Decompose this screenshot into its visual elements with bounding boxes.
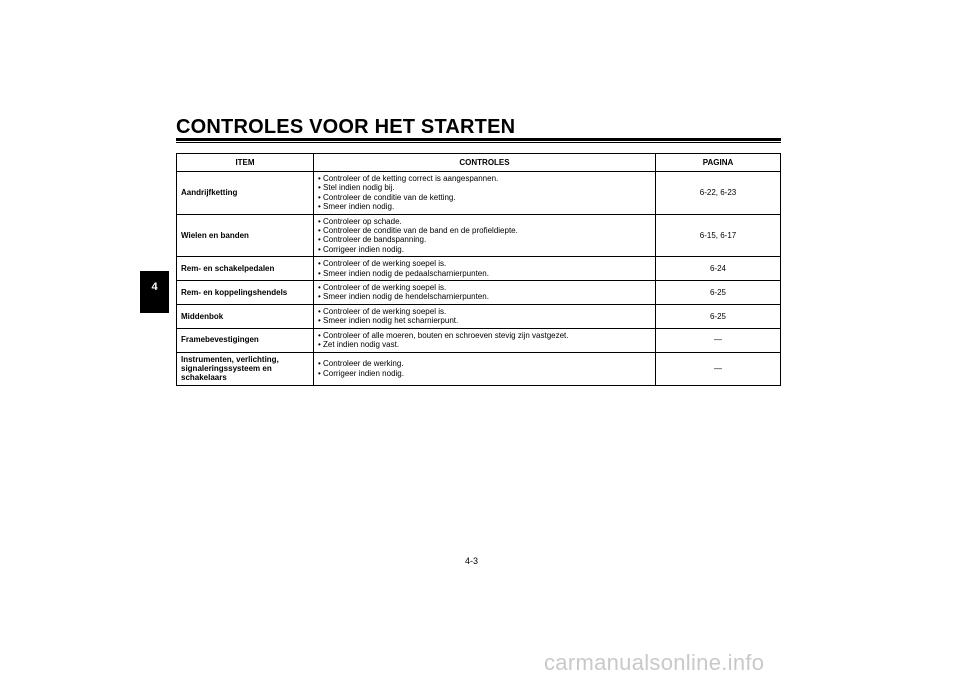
header-item: ITEM (177, 154, 314, 172)
check-item (318, 316, 651, 325)
controles-cell (314, 352, 656, 385)
check-text: Stel indien nodig bij. (323, 183, 395, 193)
item-cell: Wielen en banden (177, 214, 314, 257)
check-text: Smeer indien nodig het scharnierpunt. (323, 316, 459, 326)
pagina-cell: 6-25 (656, 304, 781, 328)
check-text: Corrigeer indien nodig. (323, 368, 404, 378)
table-row (177, 172, 781, 215)
check-text: Controleer of de werking soepel is. (323, 306, 447, 316)
check-item (318, 369, 651, 378)
check-text: Corrigeer indien nodig. (323, 244, 404, 254)
pagina-cell: — (656, 328, 781, 352)
controles-cell (314, 281, 656, 305)
check-item (318, 245, 651, 254)
table-row (177, 328, 781, 352)
chapter-tab: 4 (140, 271, 169, 313)
check-item (318, 183, 651, 192)
check-item (318, 202, 651, 211)
watermark: carmanualsonline.info (544, 650, 765, 675)
bullet-icon: • (318, 192, 324, 202)
table-row (177, 281, 781, 305)
bullet-icon: • (318, 292, 324, 302)
check-text: Controleer of de werking soepel is. (323, 283, 447, 293)
check-item (318, 226, 651, 235)
item-cell: Framebevestigingen (177, 328, 314, 352)
pagina-cell: 6-15, 6-17 (656, 214, 781, 257)
bullet-icon: • (318, 259, 324, 269)
check-item (318, 269, 651, 278)
check-text: Controleer de werking. (323, 359, 404, 369)
bullet-icon: • (318, 340, 324, 350)
bullet-icon: • (318, 183, 324, 193)
check-text: Smeer indien nodig de pedaalscharnierpunten. (323, 268, 489, 278)
bullet-icon: • (318, 226, 324, 236)
pagina-cell: 6-25 (656, 281, 781, 305)
check-item (318, 283, 651, 292)
controles-cell (314, 257, 656, 281)
table-header-row (177, 154, 781, 172)
bullet-icon: • (318, 235, 324, 245)
bullet-icon: • (318, 359, 324, 369)
title-rule-thin (176, 142, 781, 143)
table-row (177, 257, 781, 281)
check-text: Controleer de conditie van de band en de profieldiepte. (323, 226, 518, 236)
check-item (318, 174, 651, 183)
header-controles: CONTROLES (314, 154, 656, 172)
controles-cell (314, 328, 656, 352)
table-row (177, 352, 781, 385)
bullet-icon: • (318, 306, 324, 316)
bullet-icon: • (318, 283, 324, 293)
bullet-icon: • (318, 268, 324, 278)
bullet-icon: • (318, 330, 324, 340)
check-item (318, 259, 651, 268)
bullet-icon: • (318, 368, 324, 378)
title-rule-thick (176, 138, 781, 141)
check-text: Smeer indien nodig. (323, 202, 395, 212)
bullet-icon: • (318, 202, 324, 212)
controles-cell (314, 304, 656, 328)
item-cell: Rem- en schakelpedalen (177, 257, 314, 281)
header-pagina: PAGINA (656, 154, 781, 172)
check-text: Zet indien nodig vast. (323, 340, 400, 350)
table-row (177, 304, 781, 328)
pagina-cell: 6-24 (656, 257, 781, 281)
check-item (318, 307, 651, 316)
check-text: Controleer of de werking soepel is. (323, 259, 447, 269)
table-row (177, 214, 781, 257)
item-cell: Aandrijfketting (177, 172, 314, 215)
bullet-icon: • (318, 216, 324, 226)
item-cell: Middenbok (177, 304, 314, 328)
check-text: Controleer de bandspanning. (323, 235, 427, 245)
pagina-cell: 6-22, 6-23 (656, 172, 781, 215)
check-item (318, 340, 651, 349)
page-title: CONTROLES VOOR HET STARTEN (176, 116, 516, 138)
page-number: 4-3 (465, 556, 479, 566)
check-text: Controleer op schade. (323, 216, 402, 226)
check-item (318, 235, 651, 244)
pagina-cell: — (656, 352, 781, 385)
bullet-icon: • (318, 316, 324, 326)
check-item (318, 193, 651, 202)
checks-table (176, 153, 781, 386)
check-text: Smeer indien nodig de hendelscharnierpunten. (323, 292, 489, 302)
check-item (318, 217, 651, 226)
check-text: Controleer of de ketting correct is aangespannen. (323, 174, 499, 183)
check-item (318, 292, 651, 301)
controles-cell (314, 172, 656, 215)
check-text: Controleer of alle moeren, bouten en schroeven stevig zijn vastgezet. (323, 330, 569, 340)
item-cell: Instrumenten, verlichting, signaleringssysteem en schakelaars (177, 352, 314, 385)
check-item (318, 331, 651, 340)
item-cell: Rem- en koppelingshendels (177, 281, 314, 305)
bullet-icon: • (318, 244, 324, 254)
check-text: Controleer de conditie van de ketting. (323, 192, 456, 202)
controles-cell (314, 214, 656, 257)
check-item (318, 359, 651, 368)
bullet-icon: • (318, 174, 324, 183)
